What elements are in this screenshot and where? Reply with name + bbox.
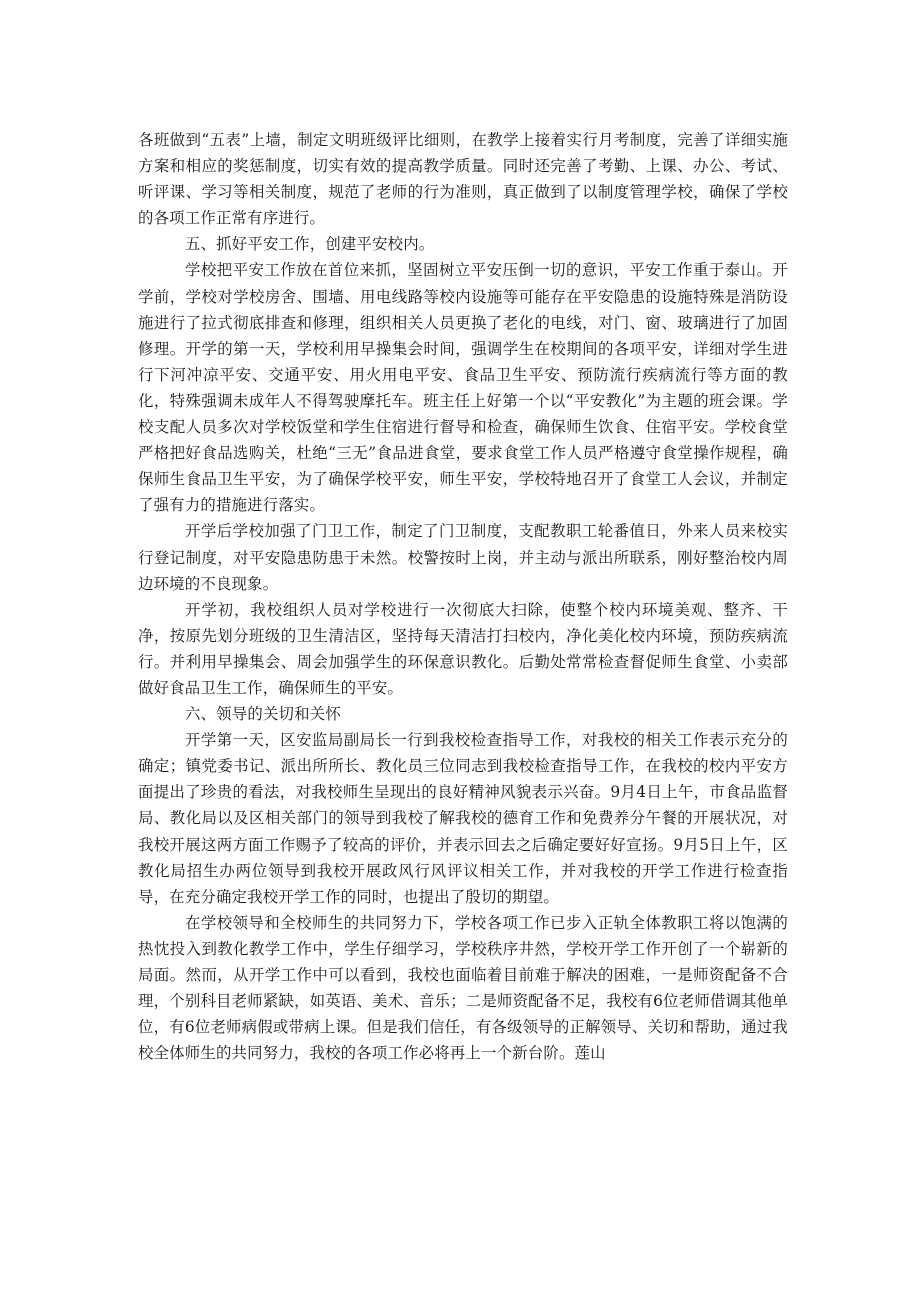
paragraph-leadership-visits: 开学第一天，区安监局副局长一行到我校检查指导工作，对我校的相关工作表示充分的确定；镇党委书记、派出所所长、教化员三位同志到我校检查指导工作，在我校的校内平安方面提出了珍贵的看法，对我校师生呈现出的良好精神风貌表示兴奋。9月4日上午，市食品监督局、教化局以及区相关部门的领导到我校了解我校的德育工作和免费养分午餐的开展状况，对我校开展这两方面工作赐予了较高的评价，并表示回去之后确定要好好宣扬。9月5日上午，区教化局招生办两位领导到我校开展政风行风评议相关工作，并对我校的开学工作进行检查指导，在充分确定我校开学工作的同时，也提出了殷切的期望。 bbox=[138, 731, 788, 906]
paragraph-safety-work: 学校把平安工作放在首位来抓，坚固树立平安压倒一切的意识，平安工作重于泰山。开学前，学校对学校房舍、围墙、用电线路等校内设施等可能存在平安隐患的设施特殊是消防设施进行了拉式彻底排查和修理，组织相关人员更换了老化的电线，对门、窗、玻璃进行了加固修理。开学的第一天，学校利用早操集会时间，强调学生在校期间的各项平安，详细对学生进行下河冲凉平安、交通平安、用火用电平安、食品卫生平安、预防流行疾病流行等方面的教化，特殊强调未成年人不得驾驶摩托车。班主任上好第一个以“平安教化”为主题的班会课。学校支配人员多次对学校饭堂和学生住宿进行督导和检查，确保师生饮食、住宿平安。学校食堂严格把好食品选购关，杜绝“三无”食品进食堂，要求食堂工作人员严格遵守食堂操作规程，确保师生食品卫生平安，为了确保学校平安，师生平安，学校特地召开了食堂工人会议，并制定了强有力的措施进行落实。 bbox=[138, 261, 788, 515]
paragraph-campus-cleaning: 开学初，我校组织人员对学校进行一次彻底大扫除，使整个校内环境美观、整齐、干净，按原先划分班级的卫生清洁区，坚持每天清洁打扫校内，净化美化校内环境，预防疾病流行。并利用早操集会、周会加强学生的环保意识教化。后勤处常常检查督促师生食堂、小卖部做好食品卫生工作，确保师生的平安。 bbox=[138, 600, 788, 697]
section-heading-leadership: 六、领导的关切和关怀 bbox=[185, 705, 341, 724]
paragraph-conclusion: 在学校领导和全校师生的共同努力下，学校各项工作已步入正轨全体教职工将以饱满的热忱投入到教化教学工作中，学生仔细学习，学校秩序井然，学校开学工作开创了一个崭新的局面。然而，从开学工作中可以看到，我校也面临着目前难于解决的困难，一是师资配备不合理，个别科目老师紧缺，如英语、美术、音乐；二是师资配备不足，我校有6位老师借调其他单位，有6位老师病假或带病上课。但是我们信任，有各级领导的正解领导、关切和帮助，通过我校全体师生的共同努力，我校的各项工作必将再上一个新台阶。莲山 bbox=[138, 913, 788, 1063]
paragraph-school-rules: 各班做到“五表”上墙，制定文明班级评比细则，在教学上接着实行月考制度，完善了详细实施方案和相应的奖惩制度，切实有效的提高教学质量。同时还完善了考勤、上课、办公、考试、听评课、学习等相关制度，规范了老师的行为准则，真正做到了以制度管理学校，确保了学校的各项工作正常有序进行。 bbox=[138, 131, 788, 228]
section-heading-safety: 五、抓好平安工作，创建平安校内。 bbox=[185, 235, 435, 254]
document-body bbox=[138, 127, 788, 1066]
paragraph-gate-security: 开学后学校加强了门卫工作，制定了门卫制度，支配教职工轮番值日，外来人员来校实行登记制度，对平安隐患防患于未然。校警按时上岗，并主动与派出所联系，刚好整治校内周边环境的不良现象。 bbox=[138, 522, 788, 593]
